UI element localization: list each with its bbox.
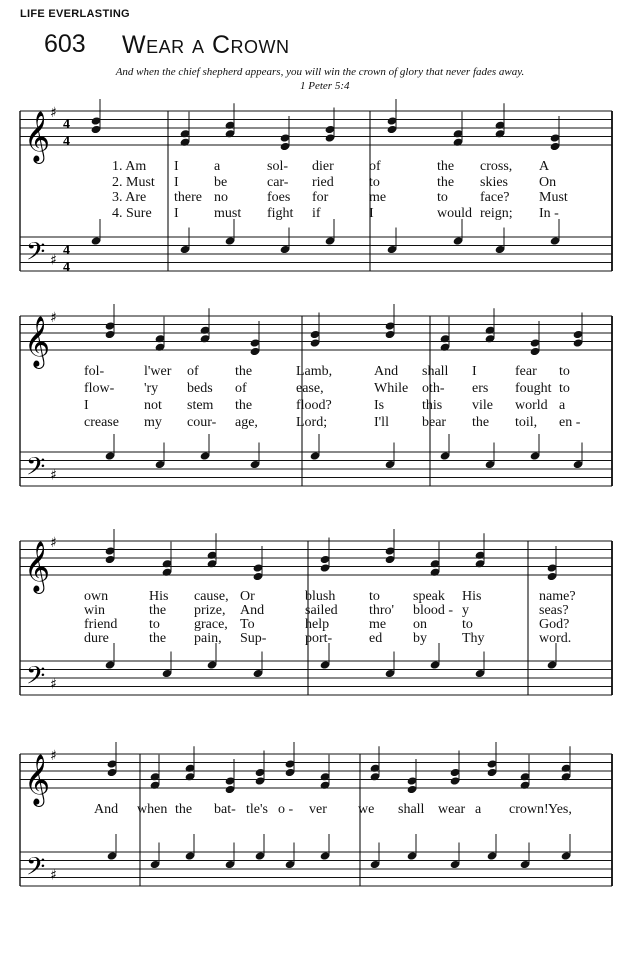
- lyric-syllable: flow-: [84, 381, 115, 396]
- lyric-syllable: bat-: [214, 802, 236, 817]
- lyric-syllable: While: [374, 381, 409, 396]
- lyric-syllable: Must: [539, 190, 568, 205]
- lyric-syllable: o -: [278, 802, 294, 817]
- lyric-syllable: bear: [422, 415, 447, 430]
- epigraph: And when the chief shepherd appears, you will win the crown of glory that never fades away.: [115, 66, 525, 78]
- lyric-syllable: on: [413, 617, 427, 632]
- lyric-syllable: win: [84, 603, 105, 618]
- lyric-syllable: name?: [539, 589, 576, 604]
- lyric-syllable: a: [559, 398, 566, 413]
- lyric-syllable: must: [214, 205, 242, 221]
- lyric-syllable: world: [515, 398, 548, 413]
- sharp-icon: ♯: [50, 676, 57, 693]
- lyric-syllable: God?: [539, 617, 570, 632]
- lyric-syllable: foes: [267, 190, 291, 205]
- lyric-syllable: this: [422, 398, 443, 413]
- sharp-icon: ♯: [50, 105, 57, 121]
- lyric-syllable: sol-: [267, 159, 288, 174]
- lyric-syllable: 1. Am: [112, 159, 147, 174]
- lyric-syllable: prize,: [194, 603, 226, 618]
- lyric-syllable: crease: [84, 415, 119, 430]
- lyric-syllable: Lord;: [296, 415, 328, 430]
- lyric-syllable: a: [214, 159, 221, 174]
- lyric-syllable: fought: [515, 381, 552, 396]
- lyric-syllable: His: [462, 589, 482, 604]
- lyric-syllable: by: [413, 631, 427, 646]
- bass-clef: 𝄢: [26, 452, 46, 488]
- lyric-syllable: fol-: [84, 364, 105, 379]
- lyric-syllable: would: [437, 205, 472, 221]
- lyric-syllable: I: [174, 174, 179, 190]
- lyric-syllable: the: [235, 364, 253, 379]
- lyric-syllable: friend: [84, 617, 118, 632]
- lyric-syllable: to: [462, 617, 473, 632]
- lyric-syllable: the: [149, 631, 167, 646]
- lyric-syllable: 2. Must: [112, 174, 155, 190]
- lyric-syllable: to: [369, 589, 380, 604]
- sharp-icon: ♯: [50, 467, 57, 484]
- lyric-syllable: for: [312, 190, 329, 205]
- lyric-syllable: no: [214, 190, 228, 205]
- lyric-syllable: I: [472, 364, 477, 379]
- sharp-icon: ♯: [50, 310, 57, 326]
- lyric-syllable: And: [240, 603, 265, 618]
- lyric-syllable: A: [539, 159, 550, 174]
- lyric-syllable: ed: [369, 631, 383, 646]
- lyric-syllable: port-: [305, 631, 333, 646]
- sharp-icon: ♯: [50, 867, 57, 884]
- lyric-syllable: On: [539, 174, 557, 190]
- lyric-syllable: we: [358, 802, 375, 817]
- lyric-syllable: To: [240, 617, 255, 632]
- lyric-syllable: Thy: [462, 631, 485, 646]
- bass-clef: 𝄢: [26, 852, 46, 888]
- lyric-syllable: And: [374, 364, 399, 379]
- lyric-syllable: thro': [369, 603, 395, 618]
- lyric-syllable: the: [437, 159, 455, 174]
- treble-clef: 𝄞: [24, 541, 51, 592]
- lyric-syllable: skies: [480, 174, 508, 190]
- lyric-syllable: Or: [240, 589, 255, 604]
- lyric-syllable: of: [235, 381, 247, 396]
- lyric-syllable: y: [462, 603, 469, 618]
- section-label: LIFE EVERLASTING: [20, 8, 130, 20]
- lyric-syllable: pain,: [194, 631, 222, 646]
- lyric-syllable: of: [369, 159, 381, 174]
- lyric-syllable: 'ry: [144, 381, 159, 396]
- lyric-syllable: face?: [480, 190, 510, 205]
- lyric-syllable: ers: [472, 381, 489, 396]
- lyric-syllable: the: [175, 802, 193, 817]
- lyric-syllable: crown!: [509, 802, 549, 817]
- lyric-syllable: the: [235, 398, 253, 413]
- lyric-syllable: Is: [374, 398, 385, 413]
- lyric-syllable: I: [174, 159, 179, 174]
- lyric-syllable: en -: [559, 415, 581, 430]
- lyric-syllable: to: [149, 617, 160, 632]
- lyric-syllable: tle's: [246, 802, 268, 817]
- treble-clef: 𝄞: [24, 111, 51, 162]
- lyric-syllable: I: [174, 205, 179, 221]
- lyric-syllable: age,: [235, 415, 258, 430]
- lyric-syllable: Lamb,: [296, 364, 333, 379]
- time-signature: 4: [63, 134, 70, 149]
- lyric-syllable: me: [369, 190, 387, 205]
- lyric-syllable: In -: [539, 205, 559, 221]
- scripture-reference: 1 Peter 5:4: [300, 80, 350, 92]
- sharp-icon: ♯: [50, 535, 57, 551]
- lyric-syllable: shall: [398, 802, 425, 817]
- lyric-syllable: when: [137, 802, 168, 817]
- time-signature: 4: [63, 117, 70, 132]
- lyric-syllable: shall: [422, 364, 449, 379]
- lyric-syllable: cause,: [194, 589, 229, 604]
- lyric-syllable: the: [149, 603, 167, 618]
- lyric-syllable: ver: [309, 802, 327, 817]
- lyric-syllable: reign;: [480, 205, 513, 221]
- lyric-syllable: ried: [312, 174, 334, 190]
- lyric-syllable: wear: [438, 802, 466, 817]
- lyric-syllable: car-: [267, 174, 289, 190]
- lyric-syllable: sailed: [305, 603, 338, 618]
- lyric-syllable: His: [149, 589, 169, 604]
- sharp-icon: ♯: [50, 748, 57, 764]
- lyric-syllable: own: [84, 589, 109, 604]
- lyric-syllable: the: [472, 415, 490, 430]
- lyric-syllable: the: [437, 174, 455, 190]
- lyric-syllable: oth-: [422, 381, 445, 396]
- lyric-syllable: of: [187, 364, 199, 379]
- time-signature: 4: [63, 243, 70, 258]
- lyric-syllable: to: [437, 190, 448, 205]
- lyric-syllable: cour-: [187, 415, 217, 430]
- bass-clef: 𝄢: [26, 661, 46, 697]
- lyric-syllable: 4. Sure: [112, 205, 152, 221]
- lyric-syllable: blush: [305, 589, 336, 604]
- time-signature: 4: [63, 260, 70, 275]
- lyric-syllable: grace,: [194, 617, 228, 632]
- lyric-syllable: be: [214, 174, 228, 190]
- lyric-syllable: me: [369, 617, 387, 632]
- bass-clef: 𝄢: [26, 237, 46, 273]
- lyric-syllable: cross,: [480, 159, 513, 174]
- lyric-syllable: not: [144, 398, 162, 413]
- lyric-syllable: I: [84, 398, 89, 413]
- treble-clef: 𝄞: [24, 754, 51, 805]
- sharp-icon: ♯: [50, 252, 57, 269]
- hymn-number: 603: [44, 30, 86, 58]
- lyric-syllable: dier: [312, 159, 334, 174]
- lyric-syllable: my: [144, 415, 162, 430]
- lyric-syllable: to: [559, 381, 570, 396]
- lyric-syllable: there: [174, 190, 202, 205]
- lyric-syllable: 3. Are: [112, 190, 147, 205]
- lyric-syllable: Yes,: [548, 802, 572, 817]
- lyric-syllable: help: [305, 617, 330, 632]
- lyric-syllable: ease,: [296, 381, 324, 396]
- lyric-syllable: if: [312, 205, 321, 221]
- lyric-syllable: speak: [413, 589, 445, 604]
- hymn-title: Wear a Crown: [122, 31, 290, 59]
- lyric-syllable: toil,: [515, 415, 538, 430]
- lyric-syllable: l'wer: [144, 364, 172, 379]
- lyric-syllable: I: [369, 205, 374, 221]
- lyric-syllable: to: [559, 364, 570, 379]
- lyric-syllable: fear: [515, 364, 537, 379]
- treble-clef: 𝄞: [24, 316, 51, 367]
- lyric-syllable: dure: [84, 631, 109, 646]
- lyric-syllable: seas?: [539, 603, 569, 618]
- lyric-syllable: a: [475, 802, 482, 817]
- lyric-syllable: blood -: [413, 603, 454, 618]
- lyric-syllable: fight: [267, 205, 294, 221]
- lyric-syllable: beds: [187, 381, 213, 396]
- lyric-syllable: to: [369, 174, 380, 190]
- lyric-syllable: vile: [472, 398, 493, 413]
- lyric-syllable: flood?: [296, 398, 332, 413]
- lyric-syllable: And: [94, 802, 119, 817]
- lyric-syllable: stem: [187, 398, 214, 413]
- lyric-syllable: Sup-: [240, 631, 267, 646]
- lyric-syllable: word.: [539, 631, 572, 646]
- lyric-syllable: I'll: [374, 415, 389, 430]
